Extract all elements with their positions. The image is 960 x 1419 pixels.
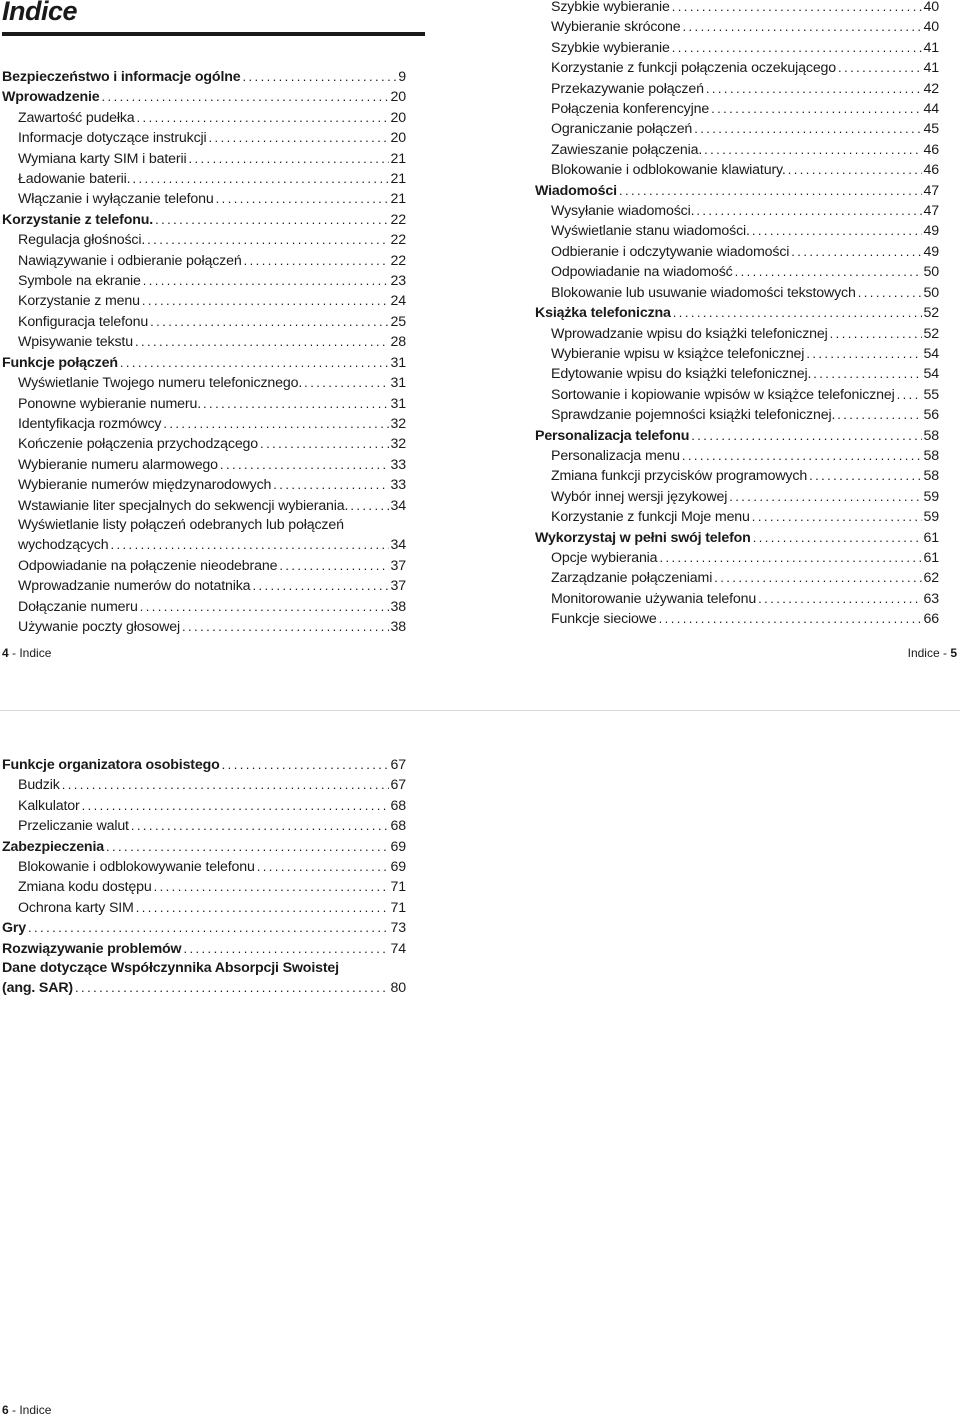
toc-entry[interactable]	[535, 507, 939, 527]
toc-page-number: 9	[398, 69, 406, 85]
dot-leader	[691, 426, 921, 445]
toc-page-number: 69	[390, 838, 406, 855]
toc-entry[interactable]	[2, 816, 406, 836]
toc-entry-title-cont: (ang. SAR)	[2, 980, 74, 997]
toc-page-number: 58	[923, 468, 939, 485]
dot-leader	[188, 149, 388, 168]
toc-entry-title: Wprowadzanie wpisu do książki telefonicznej	[551, 325, 828, 342]
toc-entry[interactable]	[535, 548, 939, 568]
toc-entry[interactable]	[2, 898, 406, 918]
dot-leader	[155, 210, 388, 229]
dot-leader	[809, 466, 921, 485]
toc-page-number: 42	[923, 80, 939, 97]
dot-leader	[694, 119, 921, 138]
toc-entry-line	[2, 978, 406, 998]
toc-page-number: 58	[923, 427, 939, 444]
toc-page-number: 23	[390, 273, 406, 290]
toc-section-entry[interactable]	[2, 939, 406, 959]
page-title: Indice	[2, 0, 78, 26]
toc-entry[interactable]	[535, 58, 939, 78]
dot-leader	[209, 128, 389, 147]
dot-leader	[659, 548, 921, 567]
dot-leader	[672, 38, 922, 57]
toc-page-number: 21	[390, 171, 406, 188]
toc-entry[interactable]	[2, 169, 406, 189]
dot-leader	[696, 201, 921, 220]
toc-entry-title: Przekazywanie połączeń	[551, 80, 704, 97]
dot-leader	[729, 487, 921, 506]
toc-entry[interactable]	[535, 609, 939, 629]
toc-page-number: 68	[390, 797, 406, 814]
toc-page-number: 54	[923, 345, 939, 362]
toc-page-number: 31	[390, 375, 406, 392]
page-number: 5	[950, 646, 957, 660]
toc-entry-title: Wybieranie wpisu w książce telefonicznej	[551, 345, 805, 362]
toc-page-number: 49	[923, 243, 939, 260]
toc-entry[interactable]	[535, 38, 939, 58]
toc-entry-title: Wybór innej wersji językowej	[551, 488, 728, 505]
dot-leader	[106, 837, 389, 856]
toc-page-number: 32	[390, 436, 406, 453]
toc-entry[interactable]	[535, 405, 939, 425]
toc-entry-title: Zarządzanie połączeniami	[551, 570, 713, 587]
toc-entry-title: Blokowanie i odblokowywanie telefonu	[18, 859, 255, 876]
toc-page-number: 28	[390, 334, 406, 351]
toc-entry[interactable]	[535, 568, 939, 588]
toc-entry-title: Korzystanie z funkcji połączenia oczekującego	[551, 60, 837, 77]
toc-entry-title: Wymiana karty SIM i baterii	[18, 150, 187, 167]
dot-leader	[203, 394, 389, 413]
toc-page-number: 62	[923, 570, 939, 587]
toc-entry[interactable]	[2, 617, 406, 637]
dot-leader	[136, 898, 389, 917]
toc-entry-line	[18, 535, 406, 555]
dot-leader	[813, 364, 921, 383]
toc-section-entry[interactable]	[2, 959, 406, 999]
toc-page-number: 71	[390, 899, 406, 916]
toc-entry[interactable]	[535, 221, 939, 241]
toc-entry-title: Wykorzystaj w pełni swój telefon	[535, 529, 751, 546]
toc-page-number: 22	[390, 252, 406, 269]
toc-entry-title: Zawartość pudełka	[18, 109, 135, 126]
toc-page-number: 20	[390, 109, 406, 126]
toc-entry[interactable]	[2, 149, 406, 169]
toc-page-number: 33	[390, 456, 406, 473]
toc-entry[interactable]	[535, 262, 939, 282]
toc-section-entry[interactable]	[535, 528, 939, 548]
footer-bottom	[2, 1403, 51, 1417]
toc-entry-title: Identyfikacja rozmówcy	[18, 415, 162, 432]
toc-entry[interactable]	[535, 119, 939, 139]
toc-entry-title: Wybieranie numerów międzynarodowych	[18, 477, 272, 494]
toc-entry-title: Personalizacja menu	[551, 447, 680, 464]
dot-leader	[143, 271, 389, 290]
toc-page-number: 47	[923, 182, 939, 199]
dot-leader	[142, 291, 389, 310]
toc-entry-title: Książka telefoniczna	[535, 305, 671, 322]
toc-page-number: 37	[390, 578, 406, 595]
dot-leader	[216, 189, 389, 208]
dot-leader	[758, 589, 921, 608]
toc-page-number: 40	[923, 0, 939, 15]
toc-entry[interactable]	[2, 128, 406, 148]
toc-entry-title: Wiadomości	[535, 182, 617, 199]
toc-entry[interactable]	[535, 242, 939, 262]
toc-entry-title: Dołączanie numeru	[18, 598, 138, 615]
toc-entry[interactable]	[2, 394, 406, 414]
toc-section-entry[interactable]	[535, 426, 939, 446]
toc-page-number: 73	[390, 920, 406, 937]
toc-left-column	[2, 67, 406, 637]
dot-leader	[619, 181, 922, 200]
toc-bottom-column	[2, 755, 406, 999]
toc-entry-title: Zabezpieczenia	[2, 838, 104, 855]
toc-entry[interactable]	[535, 283, 939, 303]
toc-entry[interactable]	[2, 475, 406, 495]
toc-entry-title: Funkcje sieciowe	[551, 611, 657, 628]
toc-entry-title: Odpowiadanie na połączenie nieodebrane	[18, 557, 278, 574]
toc-entry[interactable]	[535, 160, 939, 180]
toc-page-number: 40	[923, 19, 939, 36]
toc-page-number: 50	[923, 284, 939, 301]
toc-entry[interactable]	[2, 332, 406, 352]
dot-leader	[858, 283, 922, 302]
toc-entry[interactable]	[2, 576, 406, 596]
toc-entry-title: Kończenie połączenia przychodzącego	[18, 436, 259, 453]
toc-page-number: 41	[923, 60, 939, 77]
title-underline	[2, 32, 425, 36]
toc-page-number: 71	[390, 879, 406, 896]
toc-entry-title: Informacje dotyczące instrukcji	[18, 130, 207, 147]
toc-entry-title: Przeliczanie walut	[18, 818, 129, 835]
dot-leader	[75, 978, 389, 997]
dot-leader	[102, 87, 389, 106]
toc-entry[interactable]	[535, 446, 939, 466]
toc-section-entry[interactable]	[2, 353, 406, 373]
toc-page-number: 24	[390, 293, 406, 310]
dot-leader	[683, 17, 922, 36]
dot-leader	[252, 576, 388, 595]
footer-right	[908, 646, 957, 660]
toc-page-number: 67	[390, 757, 406, 773]
toc-page-number: 34	[390, 497, 406, 514]
toc-entry-title: Gry	[2, 920, 26, 937]
toc-page-number: 55	[923, 386, 939, 403]
toc-page-number: 38	[390, 618, 406, 635]
toc-entry[interactable]	[535, 140, 939, 160]
dot-leader	[673, 303, 922, 322]
toc-entry-title: Regulacja głośności.	[18, 232, 146, 249]
toc-entry-title: Włączanie i wyłączanie telefonu	[18, 191, 214, 208]
dot-leader	[131, 816, 389, 835]
toc-section-entry[interactable]	[535, 181, 939, 201]
dot-leader	[222, 755, 389, 774]
dot-leader	[897, 385, 922, 404]
toc-section-entry[interactable]	[2, 87, 406, 107]
toc-page-number: 20	[390, 130, 406, 147]
footer-label: - Indice	[8, 646, 52, 660]
toc-page-number: 66	[923, 611, 939, 628]
toc-entry-title: Sortowanie i kopiowanie wpisów w książce telefonicznej	[551, 386, 895, 403]
toc-entry-title: Zmiana kodu dostępu	[18, 879, 152, 896]
toc-entry[interactable]	[2, 108, 406, 128]
toc-entry-title: Funkcje organizatora osobistego	[2, 757, 220, 773]
toc-entry-title: Blokowanie lub usuwanie wiadomości tekstowych	[551, 284, 856, 301]
toc-page-number: 47	[923, 203, 939, 220]
toc-page-number: 25	[390, 313, 406, 330]
dot-leader	[182, 617, 389, 636]
footer-left	[2, 646, 51, 660]
toc-entry-title: Ponowne wybieranie numeru.	[18, 395, 202, 412]
toc-page-number: 52	[923, 325, 939, 342]
toc-entry-title: Używanie poczty głosowej	[18, 618, 180, 635]
toc-entry[interactable]	[2, 291, 406, 311]
toc-entry-title: Odbieranie i odczytywanie wiadomości	[551, 243, 790, 260]
dot-leader	[735, 262, 922, 281]
toc-page-number: 58	[923, 447, 939, 464]
toc-page-number: 20	[390, 89, 406, 106]
dot-leader	[260, 434, 388, 453]
toc-page-number: 31	[390, 354, 406, 371]
toc-entry-title: Szybkie wybieranie	[551, 39, 670, 56]
dot-leader	[140, 597, 389, 616]
toc-page-number: 45	[923, 121, 939, 138]
toc-page-number: 21	[390, 150, 406, 167]
toc-entry-title: Ograniczanie połączeń	[551, 121, 693, 138]
toc-page-number: 32	[390, 415, 406, 432]
toc-entry[interactable]	[2, 796, 406, 816]
dot-leader	[791, 242, 921, 261]
toc-entry[interactable]	[535, 466, 939, 486]
dot-leader	[752, 507, 922, 526]
toc-entry[interactable]	[2, 373, 406, 393]
dot-leader	[837, 405, 921, 424]
toc-entry-title: Zawieszanie połączenia.	[551, 141, 703, 158]
toc-entry[interactable]	[2, 230, 406, 250]
toc-entry[interactable]	[2, 251, 406, 271]
dot-leader	[62, 775, 389, 794]
toc-entry-title: Monitorowanie używania telefonu	[551, 590, 757, 607]
dot-leader	[711, 99, 921, 118]
toc-entry-title: Szybkie wybieranie	[551, 0, 670, 15]
toc-entry-title-cont: wychodzących	[18, 537, 109, 554]
toc-section-entry[interactable]	[2, 210, 406, 230]
dot-leader	[110, 535, 388, 554]
toc-page-number: 59	[923, 488, 939, 505]
toc-page-number: 74	[390, 940, 406, 957]
toc-entry[interactable]	[535, 487, 939, 507]
toc-entry-title: Sprawdzanie pojemności książki telefonicznej.	[551, 407, 836, 424]
toc-entry-title: Wyświetlanie Twojego numeru telefonicznego.	[18, 375, 303, 392]
toc-entry[interactable]	[535, 17, 939, 37]
toc-page-number: 80	[390, 980, 406, 997]
toc-entry-title: Personalizacja telefonu	[535, 427, 690, 444]
toc-entry-title: Wprowadzanie numerów do notatnika	[18, 578, 251, 595]
toc-section-entry[interactable]	[2, 837, 406, 857]
toc-entry-title: Połączenia konferencyjne	[551, 101, 710, 118]
toc-entry-title: Wstawianie liter specjalnych do sekwencji wybierania.	[18, 497, 349, 514]
toc-page-number: 41	[923, 39, 939, 56]
toc-entry-title: Korzystanie z funkcji Moje menu	[551, 509, 750, 526]
toc-page-number: 59	[923, 509, 939, 526]
toc-entry[interactable]	[2, 414, 406, 434]
toc-entry-title: Blokowanie i odblokowanie klawiatury.	[551, 162, 786, 179]
toc-entry-title: Symbole na ekranie	[18, 273, 141, 290]
toc-page-number: 68	[390, 818, 406, 835]
toc-entry[interactable]	[535, 344, 939, 364]
toc-page-number: 52	[923, 305, 939, 322]
toc-entry[interactable]	[2, 189, 406, 209]
dot-leader	[704, 140, 921, 159]
toc-entry[interactable]	[2, 775, 406, 795]
toc-entry-title: Kalkulator	[18, 797, 80, 814]
toc-entry[interactable]	[535, 201, 939, 221]
toc-entry-title: Wprowadzenie	[2, 89, 100, 106]
toc-page-number: 37	[390, 557, 406, 574]
dot-leader	[120, 353, 389, 372]
dot-leader	[304, 373, 388, 392]
toc-entry-title: Budzik	[18, 777, 60, 794]
toc-page-number: 31	[390, 395, 406, 412]
toc-entry-title: Dane dotyczące Współczynnika Absorpcji Swoistej	[2, 960, 339, 977]
toc-page-number: 49	[923, 223, 939, 240]
footer-label: Indice -	[907, 646, 951, 660]
dot-leader	[753, 528, 922, 547]
toc-page-number: 46	[923, 141, 939, 158]
dot-leader	[350, 496, 388, 515]
toc-entry[interactable]	[2, 516, 406, 556]
toc-entry[interactable]	[535, 385, 939, 405]
dot-leader	[135, 332, 389, 351]
toc-page-number: 61	[923, 529, 939, 546]
toc-page-number: 22	[390, 211, 406, 228]
toc-section-entry[interactable]	[2, 67, 406, 87]
toc-entry-title: Edytowanie wpisu do książki telefonicznej.	[551, 366, 812, 383]
toc-entry-title: Ochrona karty SIM	[18, 899, 134, 916]
toc-entry[interactable]	[535, 99, 939, 119]
dot-leader	[243, 67, 397, 86]
dot-leader	[788, 160, 922, 179]
toc-entry[interactable]	[2, 857, 406, 877]
toc-section-entry[interactable]	[2, 755, 406, 775]
toc-entry-title: Opcje wybierania	[551, 549, 658, 566]
dot-leader	[752, 221, 922, 240]
toc-page-number: 56	[923, 407, 939, 424]
toc-entry[interactable]	[2, 271, 406, 291]
dot-leader	[682, 446, 922, 465]
toc-entry-title: Nawiązywanie i odbieranie połączeń	[18, 252, 242, 269]
dot-leader	[838, 58, 921, 77]
toc-entry[interactable]	[2, 597, 406, 617]
page-number: 4	[2, 646, 9, 660]
dot-leader	[279, 556, 388, 575]
toc-page-number: 22	[390, 232, 406, 249]
toc-entry-title: Odpowiadanie na wiadomość	[551, 264, 733, 281]
page-divider	[0, 710, 960, 711]
toc-entry[interactable]	[535, 79, 939, 99]
toc-entry-title: Ładowanie baterii.	[18, 171, 131, 188]
dot-leader	[132, 169, 388, 188]
toc-entry-title: Rozwiązywanie problemów	[2, 940, 182, 957]
dot-leader	[273, 475, 388, 494]
toc-entry[interactable]	[535, 324, 939, 344]
toc-page-number: 67	[390, 777, 406, 794]
dot-leader	[806, 344, 921, 363]
toc-section-entry[interactable]	[2, 918, 406, 938]
toc-entry[interactable]	[535, 364, 939, 384]
toc-entry[interactable]	[2, 455, 406, 475]
toc-entry[interactable]	[2, 312, 406, 332]
dot-leader	[163, 414, 388, 433]
toc-page-number: 54	[923, 366, 939, 383]
dot-leader	[672, 0, 922, 16]
dot-leader	[154, 877, 389, 896]
toc-page-number: 44	[923, 101, 939, 118]
dot-leader	[28, 918, 389, 937]
toc-entry-title: Wyświetlanie stanu wiadomości.	[551, 223, 750, 240]
toc-entry[interactable]	[535, 0, 939, 17]
toc-section-entry[interactable]	[535, 303, 939, 323]
dot-leader	[244, 251, 389, 270]
dot-leader	[706, 79, 922, 98]
toc-page-number: 33	[390, 477, 406, 494]
dot-leader	[183, 939, 388, 958]
toc-page-number: 63	[923, 590, 939, 607]
toc-entry-title: Korzystanie z menu	[18, 293, 140, 310]
toc-page-number: 61	[923, 549, 939, 566]
toc-entry-title: Wpisywanie tekstu	[18, 334, 133, 351]
toc-entry-title: Wybieranie numeru alarmowego	[18, 456, 218, 473]
dot-leader	[137, 108, 389, 127]
toc-entry-title: Wybieranie skrócone	[551, 19, 681, 36]
toc-right-column	[535, 0, 939, 630]
footer-label: - Indice	[8, 1403, 52, 1417]
toc-entry[interactable]	[2, 496, 406, 516]
dot-leader	[220, 455, 389, 474]
dot-leader	[257, 857, 389, 876]
toc-page-number: 21	[390, 191, 406, 208]
dot-leader	[659, 609, 922, 628]
toc-entry-title: Bezpieczeństwo i informacje ogólne	[2, 69, 241, 85]
toc-page-number: 69	[390, 859, 406, 876]
toc-page-number: 50	[923, 264, 939, 281]
toc-entry-title: Konfiguracja telefonu	[18, 313, 149, 330]
toc-entry-title: Funkcje połączeń	[2, 354, 118, 371]
toc-page-number: 46	[923, 162, 939, 179]
toc-entry-title: Wysyłanie wiadomości.	[551, 203, 695, 220]
toc-entry[interactable]	[2, 434, 406, 454]
toc-entry[interactable]	[2, 877, 406, 897]
dot-leader	[82, 796, 389, 815]
dot-leader	[150, 312, 388, 331]
page-number: 6	[2, 1403, 9, 1417]
dot-leader	[147, 230, 388, 249]
dot-leader	[714, 568, 921, 587]
dot-leader	[830, 324, 922, 343]
toc-entry-title: Korzystanie z telefonu.	[2, 211, 154, 228]
toc-page-number: 34	[390, 537, 406, 554]
toc-entry[interactable]	[535, 589, 939, 609]
toc-entry-title: Zmiana funkcji przycisków programowych	[551, 468, 808, 485]
toc-page-number: 38	[390, 598, 406, 615]
toc-entry[interactable]	[2, 556, 406, 576]
toc-entry-title: Wyświetlanie listy połączeń odebranych lub połączeń	[18, 516, 344, 533]
